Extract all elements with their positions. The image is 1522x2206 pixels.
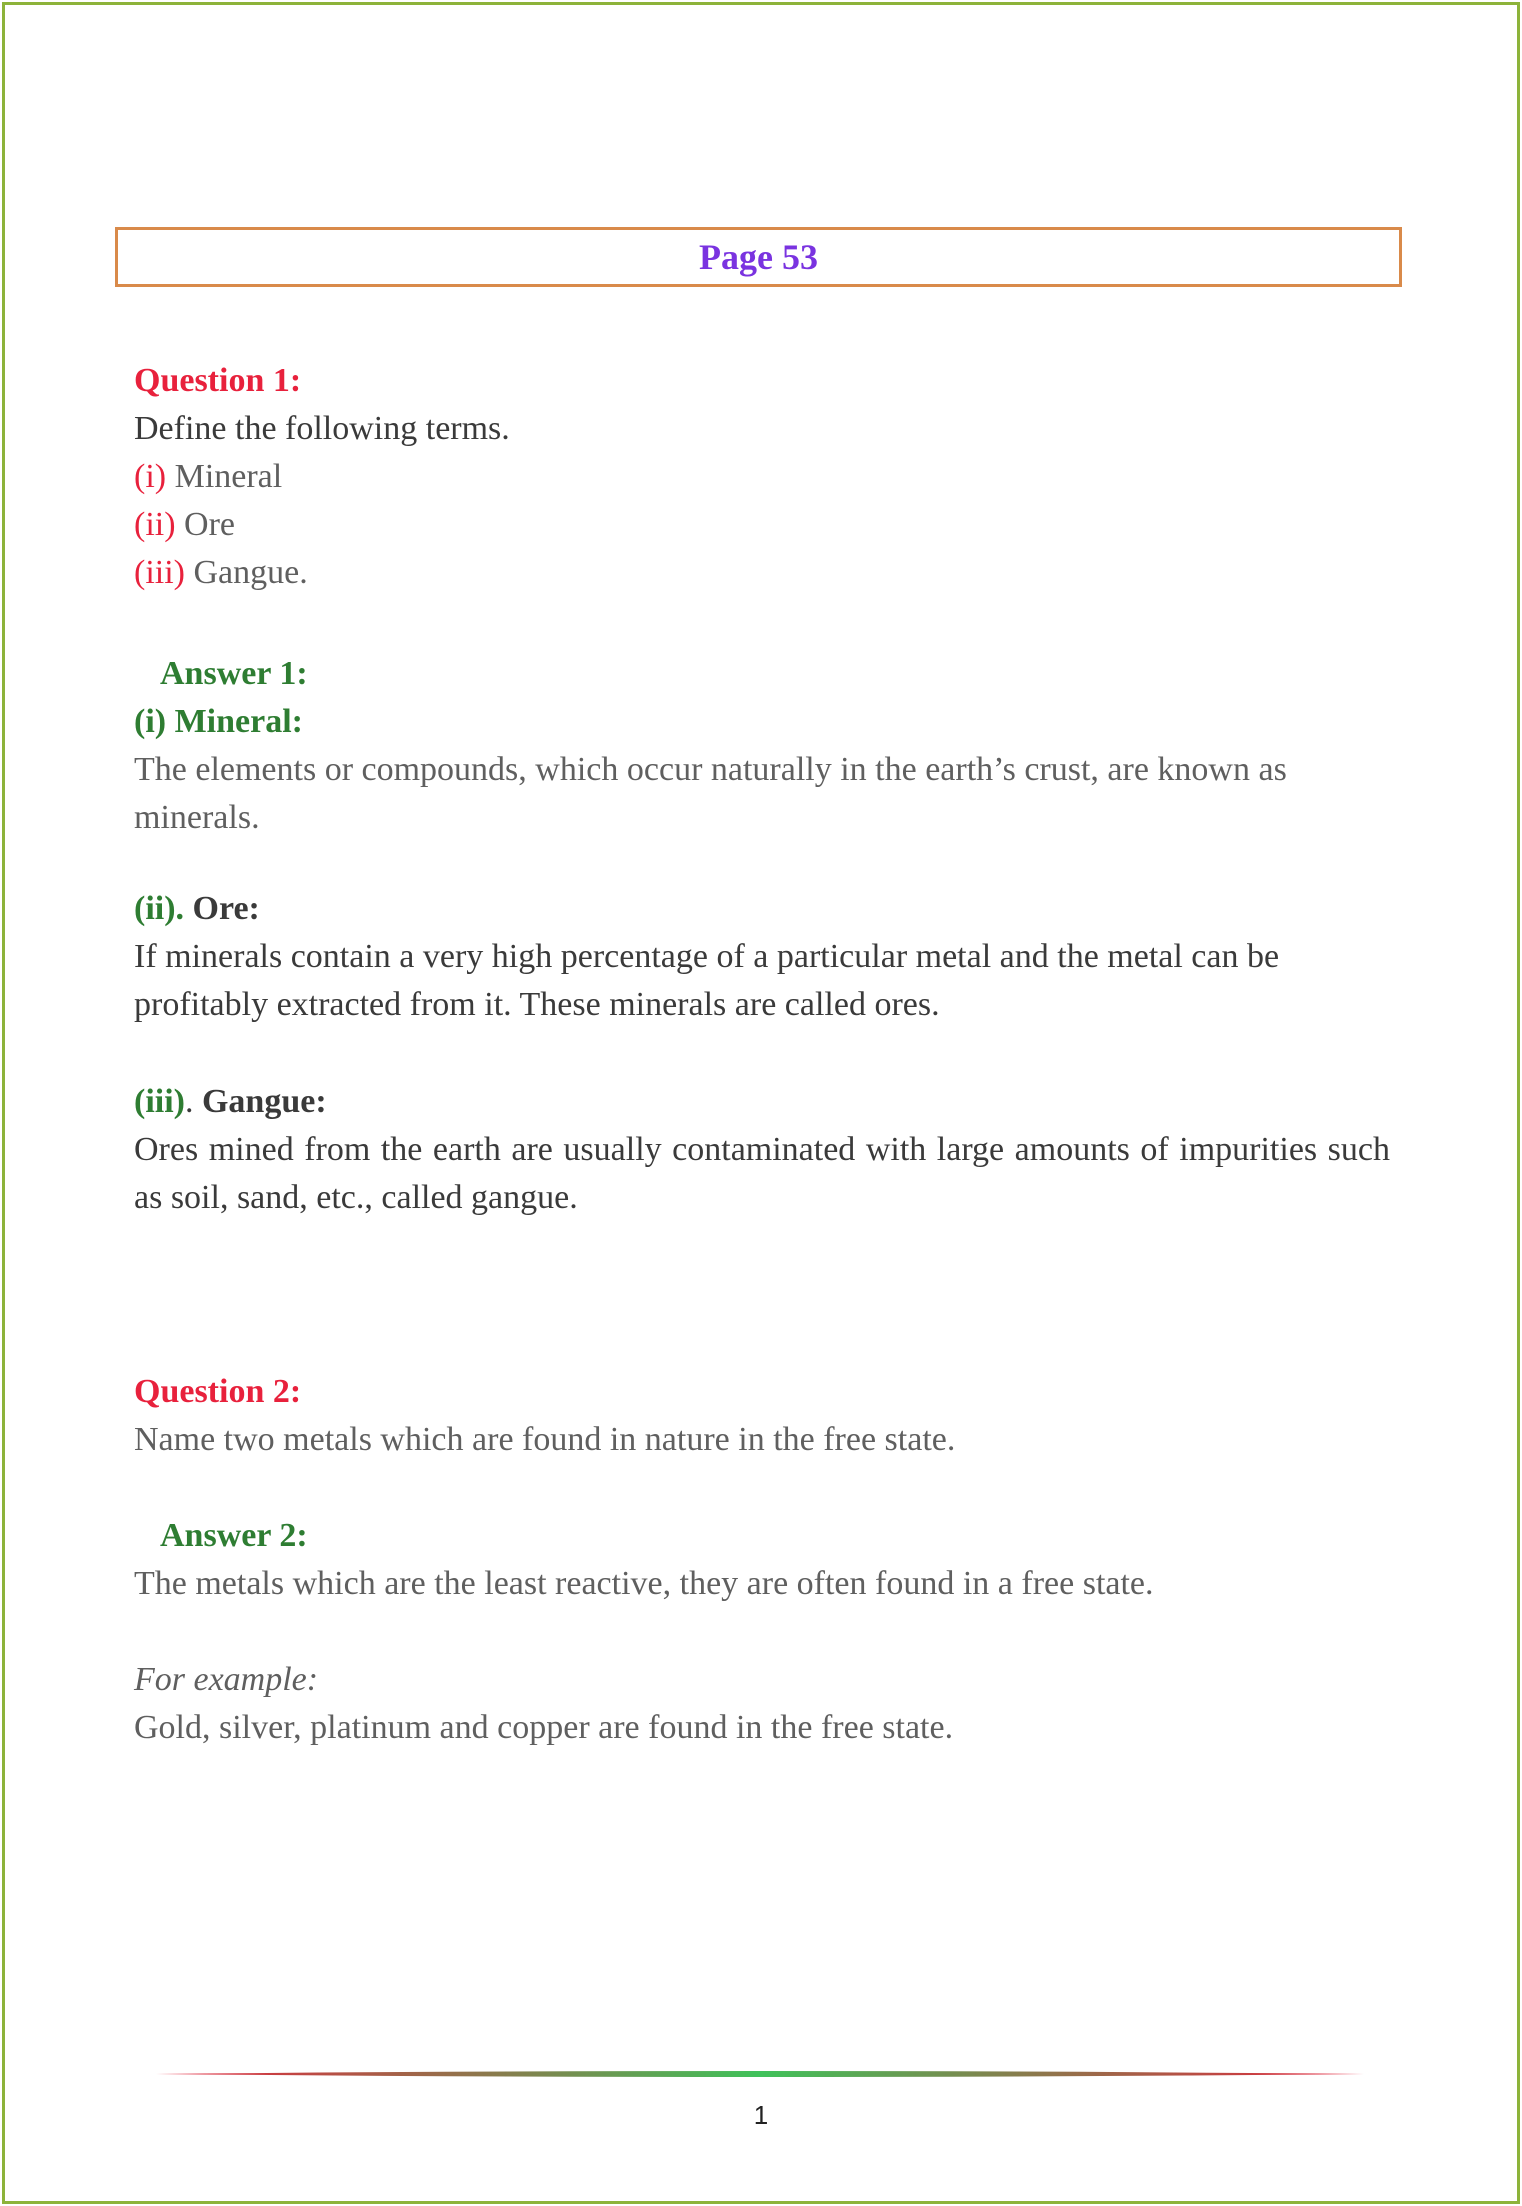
page-title: Page 53 <box>699 237 818 277</box>
page-title-box <box>115 227 1402 287</box>
mineral-title: (i) Mineral: <box>134 703 303 740</box>
answer-2 <box>134 1512 1390 1608</box>
ore-title <box>134 885 1390 933</box>
answer-1 <box>134 650 1390 842</box>
page-number: 1 <box>753 2100 769 2130</box>
question-2-label: Question 2: <box>134 1373 302 1410</box>
answer-2-label: Answer 2: <box>160 1517 308 1554</box>
answer-1-label: Answer 1: <box>160 655 308 692</box>
gangue-title-term: Gangue: <box>201 1083 327 1120</box>
gangue-body: Ores mined from the earth are usually contaminated with large amounts of impurities such as soil, sand, etc., called gangue. <box>134 1131 1390 1216</box>
mineral-body: The elements or compounds, which occur naturally in the earth’s crust, are known as minerals. <box>134 751 1287 836</box>
item-number: (iii) <box>134 554 185 591</box>
item-text: Mineral <box>174 458 283 495</box>
gangue-title <box>134 1078 1390 1126</box>
footer-divider <box>156 2069 1364 2079</box>
item-text: Ore <box>184 506 236 543</box>
item-text: Gangue. <box>193 554 308 591</box>
item-number: (ii) <box>134 506 176 543</box>
example-label: For example: <box>134 1661 319 1698</box>
ore-title-number: (ii). <box>134 890 193 927</box>
question-1-item <box>134 549 1390 597</box>
item-number: (i) <box>134 458 167 495</box>
question-1-item <box>134 453 1390 501</box>
question-1-item <box>134 501 1390 549</box>
gangue-title-number: (iii) <box>134 1083 185 1120</box>
answer-1-gangue <box>134 1078 1390 1222</box>
answer-2-example <box>134 1656 1390 1752</box>
question-1-prompt: Define the following terms. <box>134 410 510 447</box>
gangue-title-separator: . <box>184 1083 202 1120</box>
question-1 <box>134 357 1390 597</box>
ore-body: If minerals contain a very high percentage of a particular metal and the metal can be profitably extracted from it. These minerals are called ores. <box>134 938 1280 1023</box>
answer-2-body: The metals which are the least reactive, they are often found in a free state. <box>134 1565 1154 1602</box>
example-body: Gold, silver, platinum and copper are found in the free state. <box>134 1709 954 1746</box>
question-2 <box>134 1368 1390 1464</box>
ore-title-term: Ore: <box>192 890 260 927</box>
question-1-label: Question 1: <box>134 362 302 399</box>
answer-1-ore <box>134 885 1390 1029</box>
question-2-prompt: Name two metals which are found in nature in the free state. <box>134 1421 956 1458</box>
